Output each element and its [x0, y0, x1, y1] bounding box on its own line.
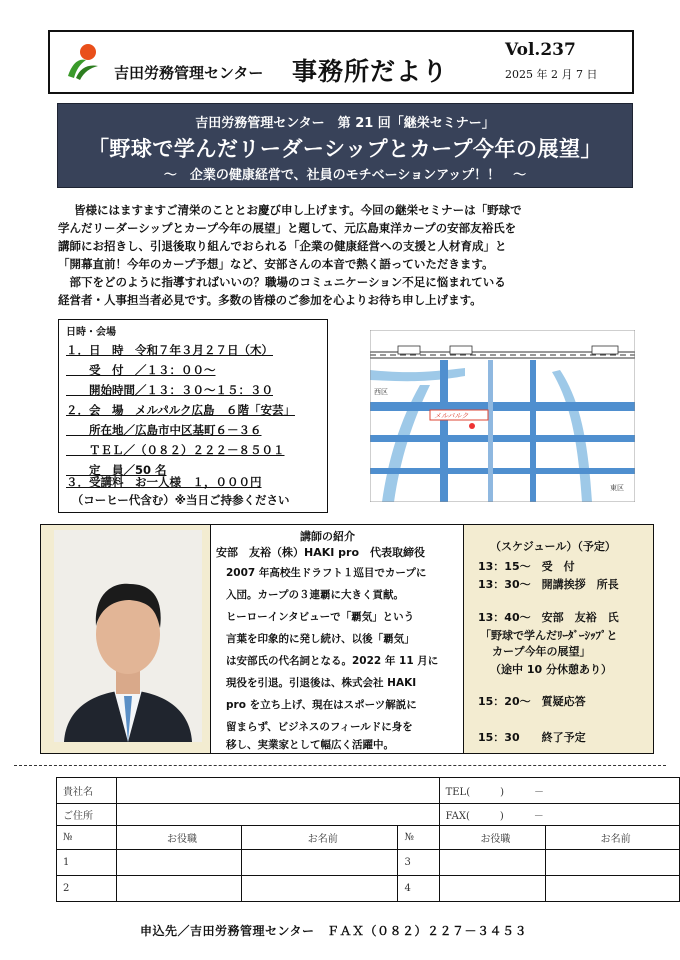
speaker-bio-line: 言葉を印象的に発し続け、以後「覇気」 — [226, 633, 415, 645]
issue-date: 2025 年 2 月 7 日 — [505, 68, 598, 81]
no-header: № — [57, 826, 117, 850]
intro-line: 経営者・人事担当者必見です。多数の皆様のご参加を心よりお待ち申し上げます。 — [58, 293, 482, 307]
row-number: 4 — [398, 876, 439, 902]
map-ward-label: 西区 — [374, 388, 388, 396]
venue-map — [370, 330, 635, 502]
banner-line-1: 吉田労務管理センター 第 21 回「継栄セミナー」 — [195, 116, 495, 131]
name-header: お名前 — [242, 826, 398, 850]
schedule-item: 13：15～ 受 付 — [478, 560, 575, 573]
no-header: № — [398, 826, 439, 850]
name-header: お名前 — [546, 826, 680, 850]
newsletter-title: 事務所だより — [292, 57, 449, 86]
schedule-heading: （スケジュール）（予定） — [490, 540, 616, 553]
event-fee-note: （コーヒー代含む）※当日ご持参ください — [66, 493, 290, 507]
name-field[interactable] — [546, 850, 680, 876]
speaker-bio-line: 移し、実業家として幅広く活躍中。 — [226, 739, 394, 751]
event-date: １．日 時 令和７年３月２７日（木） — [66, 343, 273, 357]
event-tel: ＴＥＬ／（０８２）２２２－８５０１ — [66, 443, 285, 457]
intro-line: 講師にお招きし、引退後取り組んでおられる「企業の健康経営への支援と人材育成」と — [58, 239, 507, 253]
row-number: 1 — [57, 850, 117, 876]
name-field[interactable] — [242, 850, 398, 876]
application-contact: 申込先／吉田労務管理センター ＦＡＸ（０８２）２２７－３４５３ — [140, 924, 528, 938]
schedule-item: 13：30～ 開講挨拶 所長 — [478, 578, 619, 591]
schedule-item: 「野球で学んだﾘｰﾀﾞｰｼｯﾌﾟと — [480, 629, 618, 642]
position-field[interactable] — [439, 850, 546, 876]
position-field[interactable] — [116, 876, 241, 902]
intro-line: 学んだリーダーシップとカープ今年の展望」と題して、元広島東洋カープの安部友裕氏を — [58, 221, 517, 235]
schedule-item: 13：40～ 安部 友裕 氏 — [478, 611, 619, 624]
company-logo-icon — [64, 42, 102, 82]
intro-line: 部下をどのように指導すればいいの？職場のコミュニケーション不足に悩まれている — [58, 275, 506, 289]
speaker-name: 安部 友裕（株）HAKI pro 代表取締役 — [216, 546, 426, 559]
address-field[interactable] — [116, 804, 439, 826]
position-header: お役職 — [116, 826, 241, 850]
tel-field[interactable]: TEL( ) － — [439, 778, 679, 804]
map-venue-label: メルパルク — [434, 412, 469, 420]
speaker-bio-line: ヒーローインタビューで「覇気」という — [226, 611, 415, 623]
banner-title: 「野球で学んだリーダーシップとカープ今年の展望」 — [87, 137, 603, 161]
speaker-heading: 講師の紹介 — [300, 530, 355, 543]
row-number: 3 — [398, 850, 439, 876]
name-field[interactable] — [546, 876, 680, 902]
event-capacity: 定 員／50 名 — [66, 463, 167, 477]
speaker-photo — [54, 530, 202, 742]
name-field[interactable] — [242, 876, 398, 902]
event-reception: 受 付 ／１３：００～ — [66, 363, 216, 377]
speaker-bio-line: 留まらず、ビジネスのフィールドに身を — [226, 721, 413, 733]
row-number: 2 — [57, 876, 117, 902]
volume-number: Vol.237 — [505, 40, 576, 60]
event-fee: ３．受講料 お一人様 １，０００円 — [66, 475, 262, 489]
intro-line: 皆様にはますますご清栄のこととお慶び申し上げます。今回の継栄セミナーは「野球で — [74, 203, 522, 217]
address-label: ご住所 — [57, 804, 117, 826]
event-heading: 日時・会場 — [66, 327, 116, 338]
schedule-item: 15：20～ 質疑応答 — [478, 695, 586, 708]
speaker-bio-line: 現役を引退。引退後は、株式会社 HAKI — [226, 677, 417, 689]
position-field[interactable] — [439, 876, 546, 902]
banner-subtitle: ～ 企業の健康経営で、社員のモチベーションアップ！！ ～ — [163, 168, 527, 183]
speaker-bio-line: は安部氏の代名詞となる。2022 年 11 月に — [226, 655, 439, 667]
application-form — [56, 777, 680, 902]
schedule-item: （途中 10 分休憩あり） — [490, 663, 612, 676]
company-label: 貴社名 — [57, 778, 117, 804]
fax-field[interactable]: FAX( ) － — [439, 804, 679, 826]
event-time: 開始時間／１３：３０～１５：３０ — [66, 383, 273, 397]
event-address: 所在地／広島市中区基町６－３６ — [66, 423, 262, 437]
position-field[interactable] — [116, 850, 241, 876]
map-ward-label: 東区 — [610, 484, 624, 492]
speaker-bio-line: 2007 年高校生ドラフト１巡目でカープに — [226, 567, 427, 579]
position-header: お役職 — [439, 826, 546, 850]
speaker-bio-line: 入団。カープの３連覇に大きく貢献。 — [226, 589, 404, 601]
cut-line — [14, 765, 666, 766]
company-field[interactable] — [116, 778, 439, 804]
org-name: 吉田労務管理センター — [114, 64, 264, 82]
schedule-item: カープ今年の展望」 — [492, 645, 591, 658]
event-venue: ２．会 場 メルパルク広島 ６階「安芸」 — [66, 403, 295, 417]
intro-line: 「開幕直前！今年のカープ予想」など、安部さんの本音で熱く語っていただきます。 — [58, 257, 494, 271]
schedule-item: 15：30 終了予定 — [478, 731, 586, 744]
speaker-bio-line: pro を立ち上げ、現在はスポーツ解説に — [226, 699, 417, 711]
seminar-banner — [57, 103, 633, 188]
